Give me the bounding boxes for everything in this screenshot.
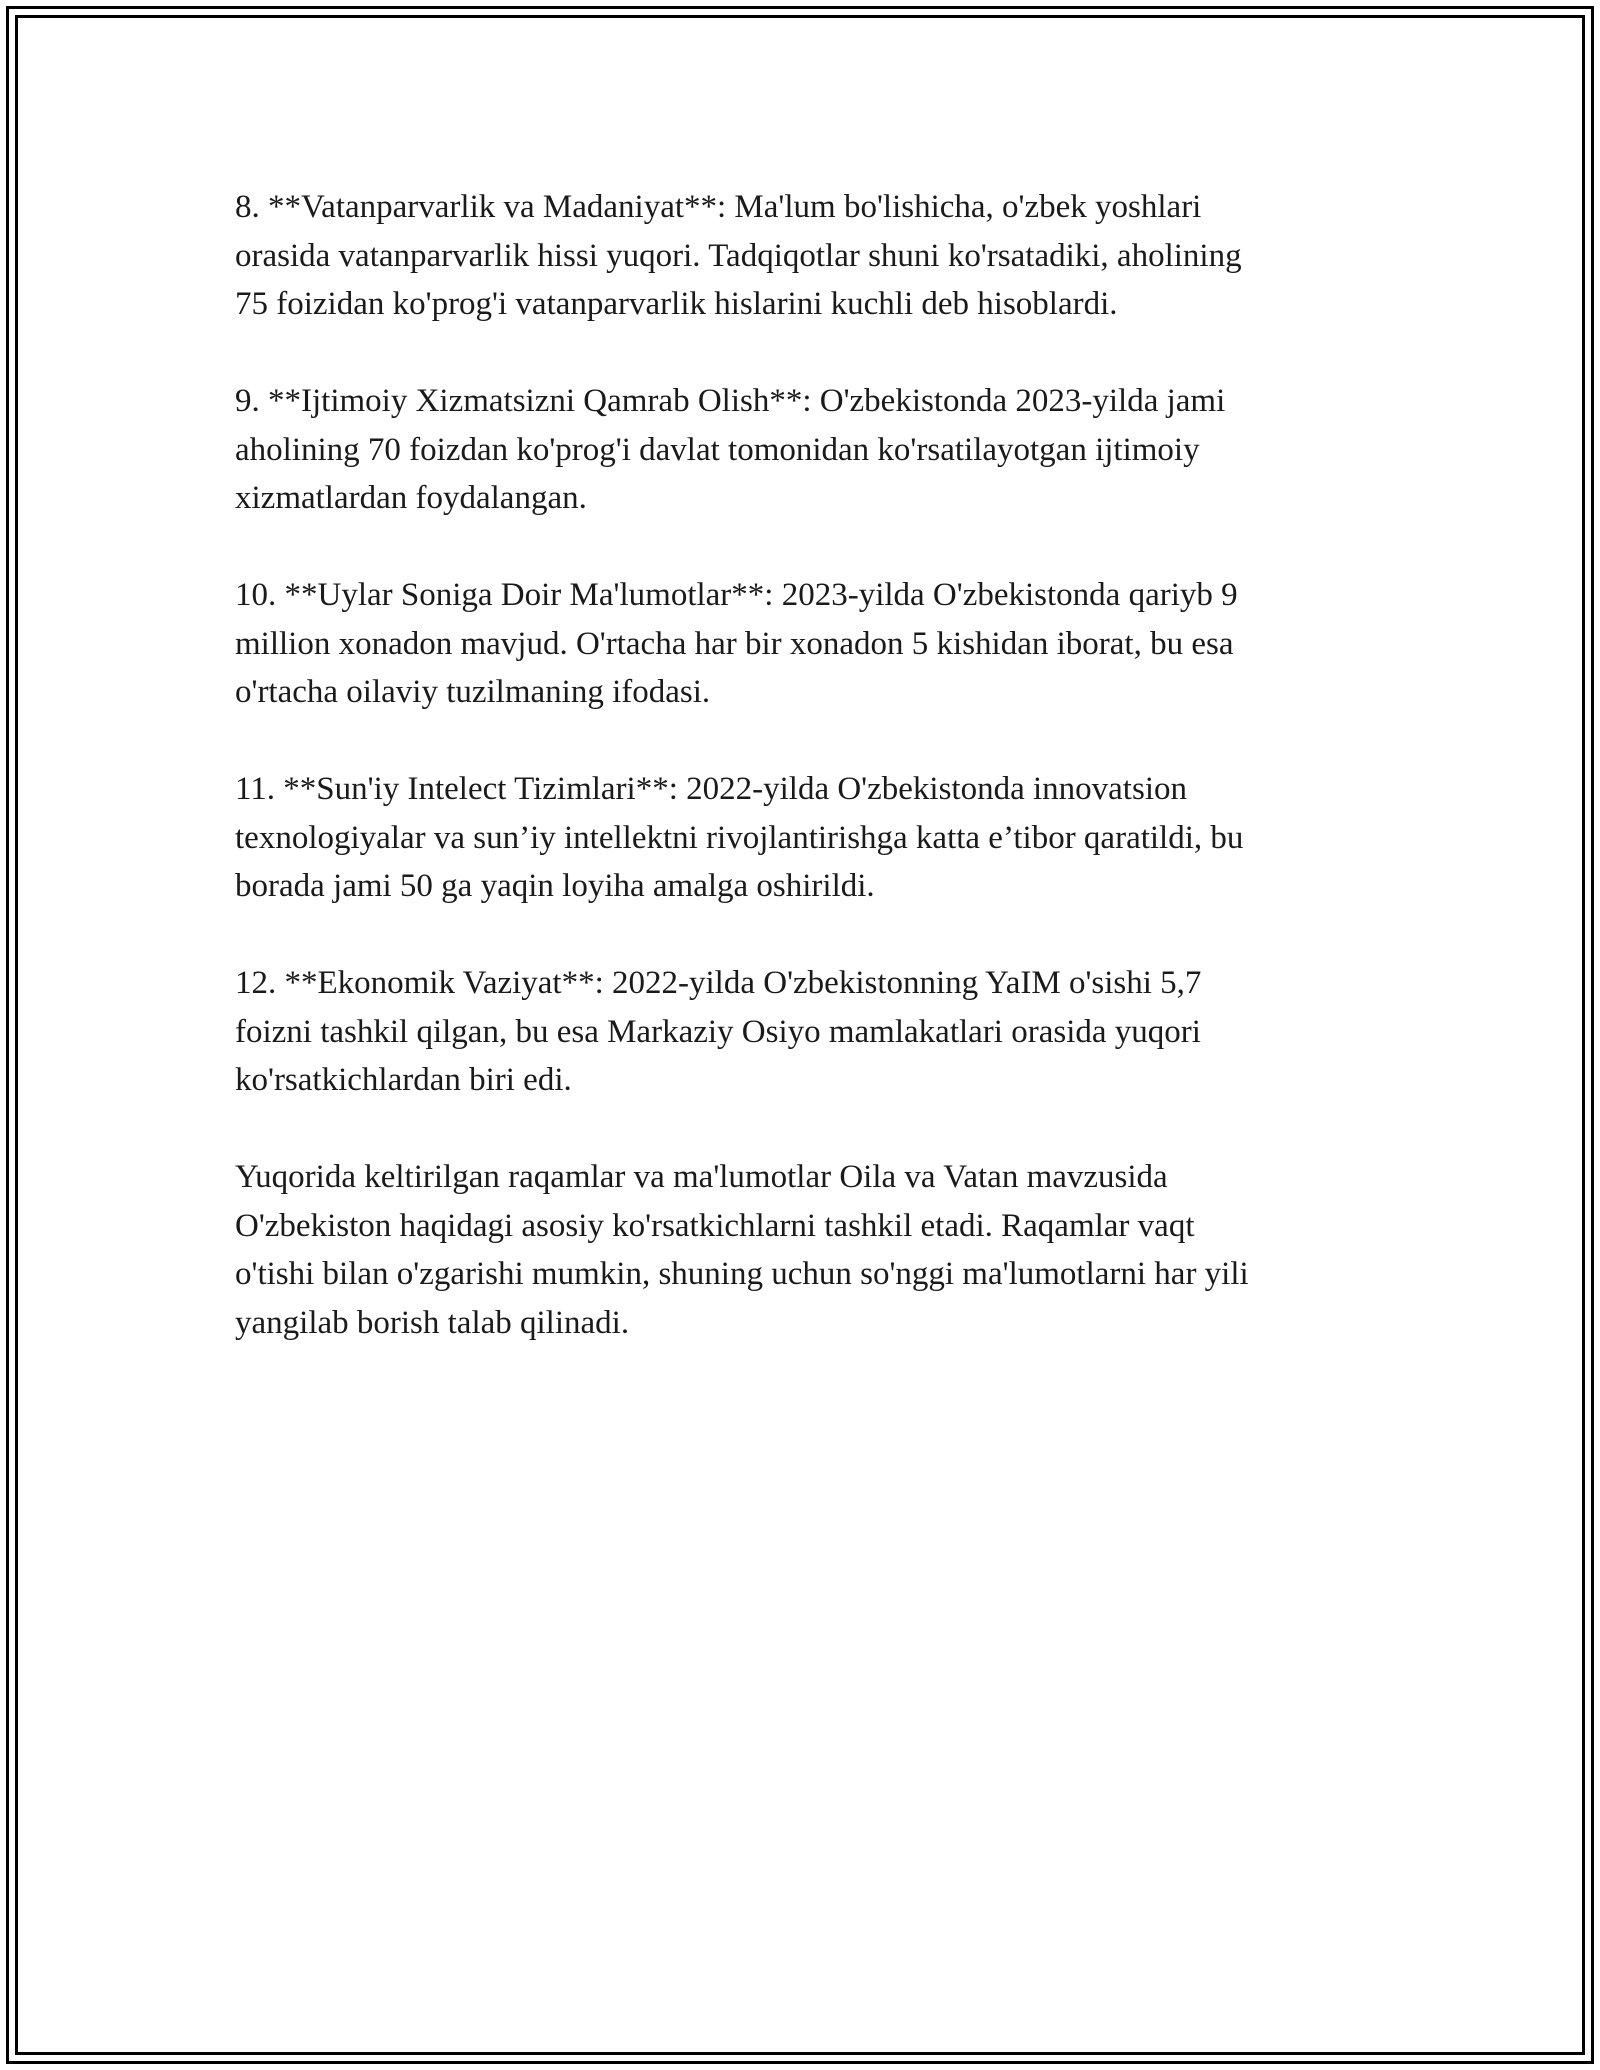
paragraph-ijtimoiy-xizmat [235, 377, 1375, 523]
text-line: 10. **Uylar Soniga Doir Ma'lumotlar**: 2023-yilda O'zbekistonda qariyb 9 [235, 577, 1238, 613]
text-line: O'zbekiston haqidagi asosiy ko'rsatkichlarni tashkil etadi. Raqamlar vaqt [235, 1207, 1195, 1244]
text-line: orasida vatanparvarlik hissi yuqori. Tadqiqotlar shuni ko'rsatadiki, aholining [235, 237, 1242, 274]
text-line: o'tishi bilan o'zgarishi mumkin, shuning uchun so'nggi ma'lumotlarni har yili [235, 1256, 1249, 1292]
text-line: 12. **Ekonomik Vaziyat**: 2022-yilda O'zbekistonning YaIM o'sishi 5,7 [235, 965, 1202, 1001]
text-line: borada jami 50 ga yaqin loyiha amalga oshirildi. [235, 868, 875, 904]
text-line: yangilab borish talab qilinadi. [235, 1304, 630, 1341]
text-line: xizmatlardan foydalangan. [235, 480, 587, 516]
paragraph-vatanparvarlik [235, 183, 1375, 329]
text-line: 9. **Ijtimoiy Xizmatsizni Qamrab Olish**: O'zbekistonda 2023-yilda jami [235, 383, 1226, 419]
text-line: o'rtacha oilaviy tuzilmaning ifodasi. [235, 674, 711, 710]
paragraph-uylar-soni [235, 571, 1375, 717]
text-line: foizni tashkil qilgan, bu esa Markaziy Osiyo mamlakatlari orasida yuqori [235, 1013, 1201, 1050]
paragraph-conclusion [235, 1153, 1375, 1347]
text-line: 8. **Vatanparvarlik va Madaniyat**: Ma'lum bo'lishicha, o'zbek yoshlari [235, 189, 1202, 225]
paragraph-ekonomik-vaziyat [235, 959, 1375, 1105]
paragraph-suniy-intellekt [235, 765, 1375, 911]
text-line: aholining 70 foizdan ko'prog'i davlat tomonidan ko'rsatilayotgan ijtimoiy [235, 431, 1200, 468]
text-line: texnologiyalar va sun’iy intellektni rivojlantirishga katta e’tibor qaratildi, bu [235, 819, 1244, 856]
document-body [235, 183, 1375, 1396]
text-line: million xonadon mavjud. O'rtacha har bir xonadon 5 kishidan iborat, bu esa [235, 625, 1234, 662]
text-line: Yuqorida keltirilgan raqamlar va ma'lumotlar Oila va Vatan mavzusida [235, 1159, 1168, 1195]
text-line: 75 foizidan ko'prog'i vatanparvarlik hislarini kuchli deb hisoblardi. [235, 286, 1118, 322]
text-line: 11. **Sun'iy Intelect Tizimlari**: 2022-yilda O'zbekistonda innovatsion [235, 771, 1187, 807]
text-line: ko'rsatkichlardan biri edi. [235, 1062, 572, 1098]
